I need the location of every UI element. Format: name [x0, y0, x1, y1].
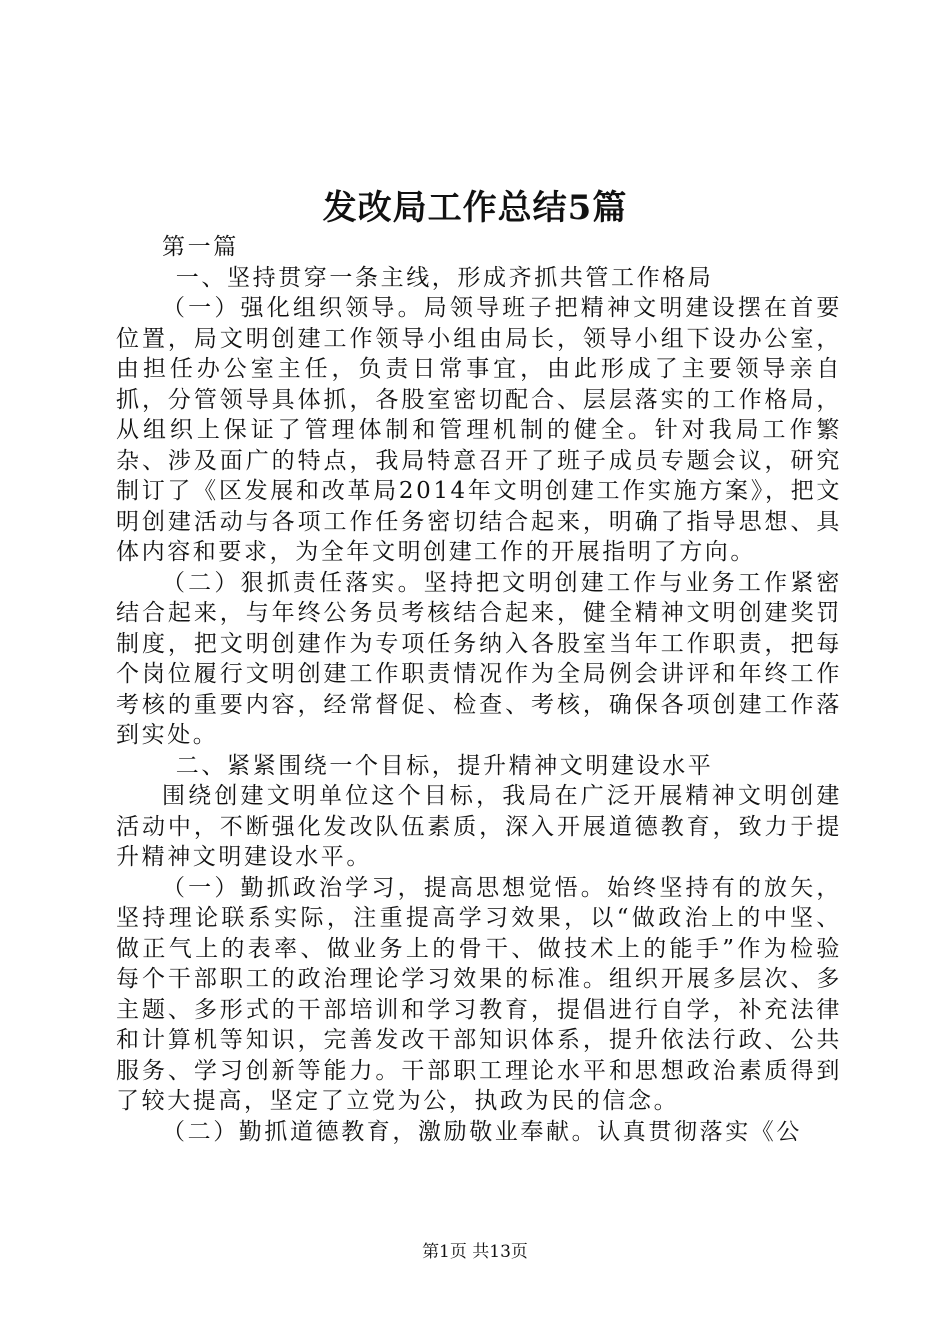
document-title: 发改局工作总结5篇 — [322, 188, 628, 228]
section-heading: 二、紧紧围绕一个目标，提升精神文明建设水平 — [175, 752, 714, 779]
body-paragraph: （一）强化组织领导。局领导班子把精神文明建设摆在首要位置，局文明创建工作领导小组由局长，领导小组下设办公室，由担任办公室主任，负责日常事宜，由此形成了主要领导亲自抓，分管领导具体抓，各股室密切配合、层层落实的工作格局，从组织上保证了管理体制和管理机制的健全。针对我局工作繁杂、涉及面广的特点，我局特意召开了班子成员专题会议，研究制订了《区发展和改革局2014年文明创建工作实施方案》，把文明创建活动与各项工作任务密切结合起来，明确了指导思想、具体内容和要求，为全年文明创建工作的开展指明了方向。 — [116, 295, 842, 565]
section-label: 第一篇 — [162, 234, 239, 260]
body-paragraph: （一）勤抓政治学习，提高思想觉悟。始终坚持有的放矢，坚持理论联系实际，注重提高学习效果，以“做政治上的中坚、做正气上的表率、做业务上的骨干、做技术上的能手”作为检验每个干部职工的政治理论学习效果的标准。组织开展多层次、多主题、多形式的干部培训和学习教育，提倡进行自学，补充法律和计算机等知识，完善发改干部知识体系，提升依法行政、公共服务、学习创新等能力。干部职工理论水平和思想政治素质得到了较大提高，坚定了立党为公，执政为民的信念。 — [116, 874, 842, 1114]
document-body — [116, 232, 842, 1147]
body-paragraph: （二）狠抓责任落实。坚持把文明创建工作与业务工作紧密结合起来，与年终公务员考核结合起来，健全精神文明创建奖罚制度，把文明创建作为专项任务纳入各股室当年工作职责，把每个岗位履行文明创建工作职责情况作为全局例会讲评和年终工作考核的重要内容，经常督促、检查、考核，确保各项创建工作落到实处。 — [116, 569, 842, 748]
page-number-footer: 第1页 共13页 — [422, 1242, 528, 1262]
section-heading: 一、坚持贯穿一条主线，形成齐抓共管工作格局 — [175, 264, 714, 291]
body-paragraph: 围绕创建文明单位这个目标，我局在广泛开展精神文明创建活动中，不断强化发改队伍素质，深入开展道德教育，致力于提升精神文明建设水平。 — [116, 783, 842, 870]
body-paragraph: （二）勤抓道德教育，激励敬业奉献。认真贯彻落实《公 — [162, 1118, 802, 1145]
